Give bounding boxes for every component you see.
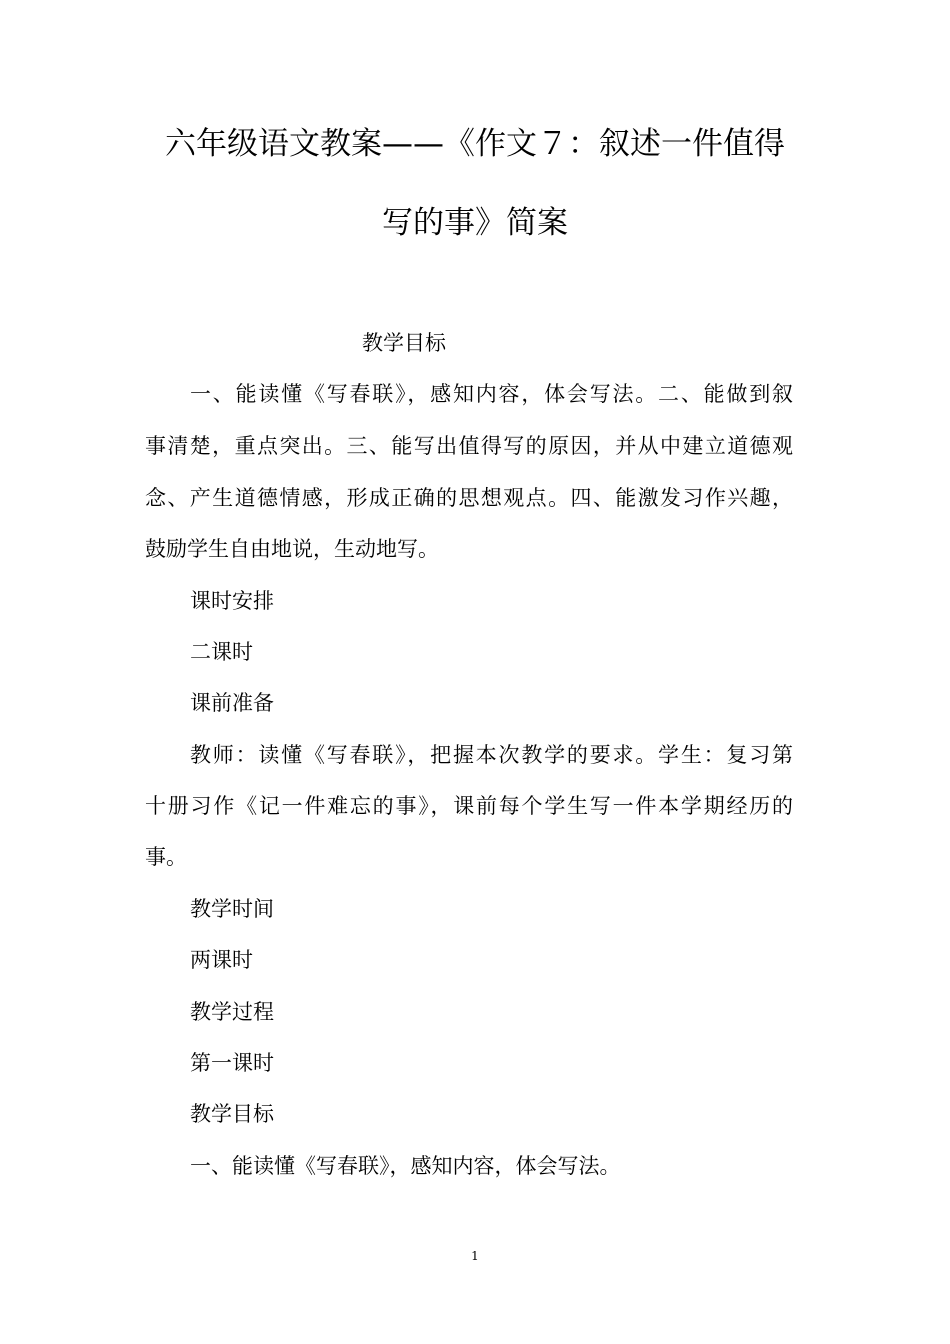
goals-paragraph-line: 事清楚，重点突出。三、能写出值得写的原因，并从中建立道德观	[145, 434, 793, 458]
goals-heading: 教学目标	[362, 331, 446, 355]
goals-paragraph-line: 一、能读懂《写春联》，感知内容，体会写法。二、能做到叙	[190, 382, 793, 406]
prep-paragraph-line: 十册习作《记一件难忘的事》，课前每个学生写一件本学期经历的	[145, 794, 793, 818]
first-lesson-heading: 第一课时	[190, 1051, 274, 1075]
time-value: 两课时	[190, 948, 253, 972]
process-heading: 教学过程	[190, 1000, 274, 1024]
first-goals-line: 一、能读懂《写春联》，感知内容，体会写法。	[190, 1154, 621, 1178]
goals-paragraph-line: 鼓励学生自由地说，生动地写。	[145, 537, 439, 561]
prep-paragraph-line: 事。	[145, 845, 187, 869]
prep-heading: 课前准备	[190, 691, 274, 715]
first-goals-heading: 教学目标	[190, 1102, 274, 1126]
document-title-line-2: 写的事》简案	[382, 205, 568, 241]
prep-paragraph-line: 教师：读懂《写春联》，把握本次教学的要求。学生：复习第	[190, 743, 793, 767]
page-number: 1	[471, 1249, 479, 1263]
schedule-heading: 课时安排	[190, 589, 274, 613]
schedule-value: 二课时	[190, 640, 253, 664]
document-title-line-1: 六年级语文教案——《作文７：叙述一件值得	[165, 126, 785, 162]
time-heading: 教学时间	[190, 897, 274, 921]
goals-paragraph-line: 念、产生道德情感，形成正确的思想观点。四、能激发习作兴趣，	[145, 486, 793, 510]
